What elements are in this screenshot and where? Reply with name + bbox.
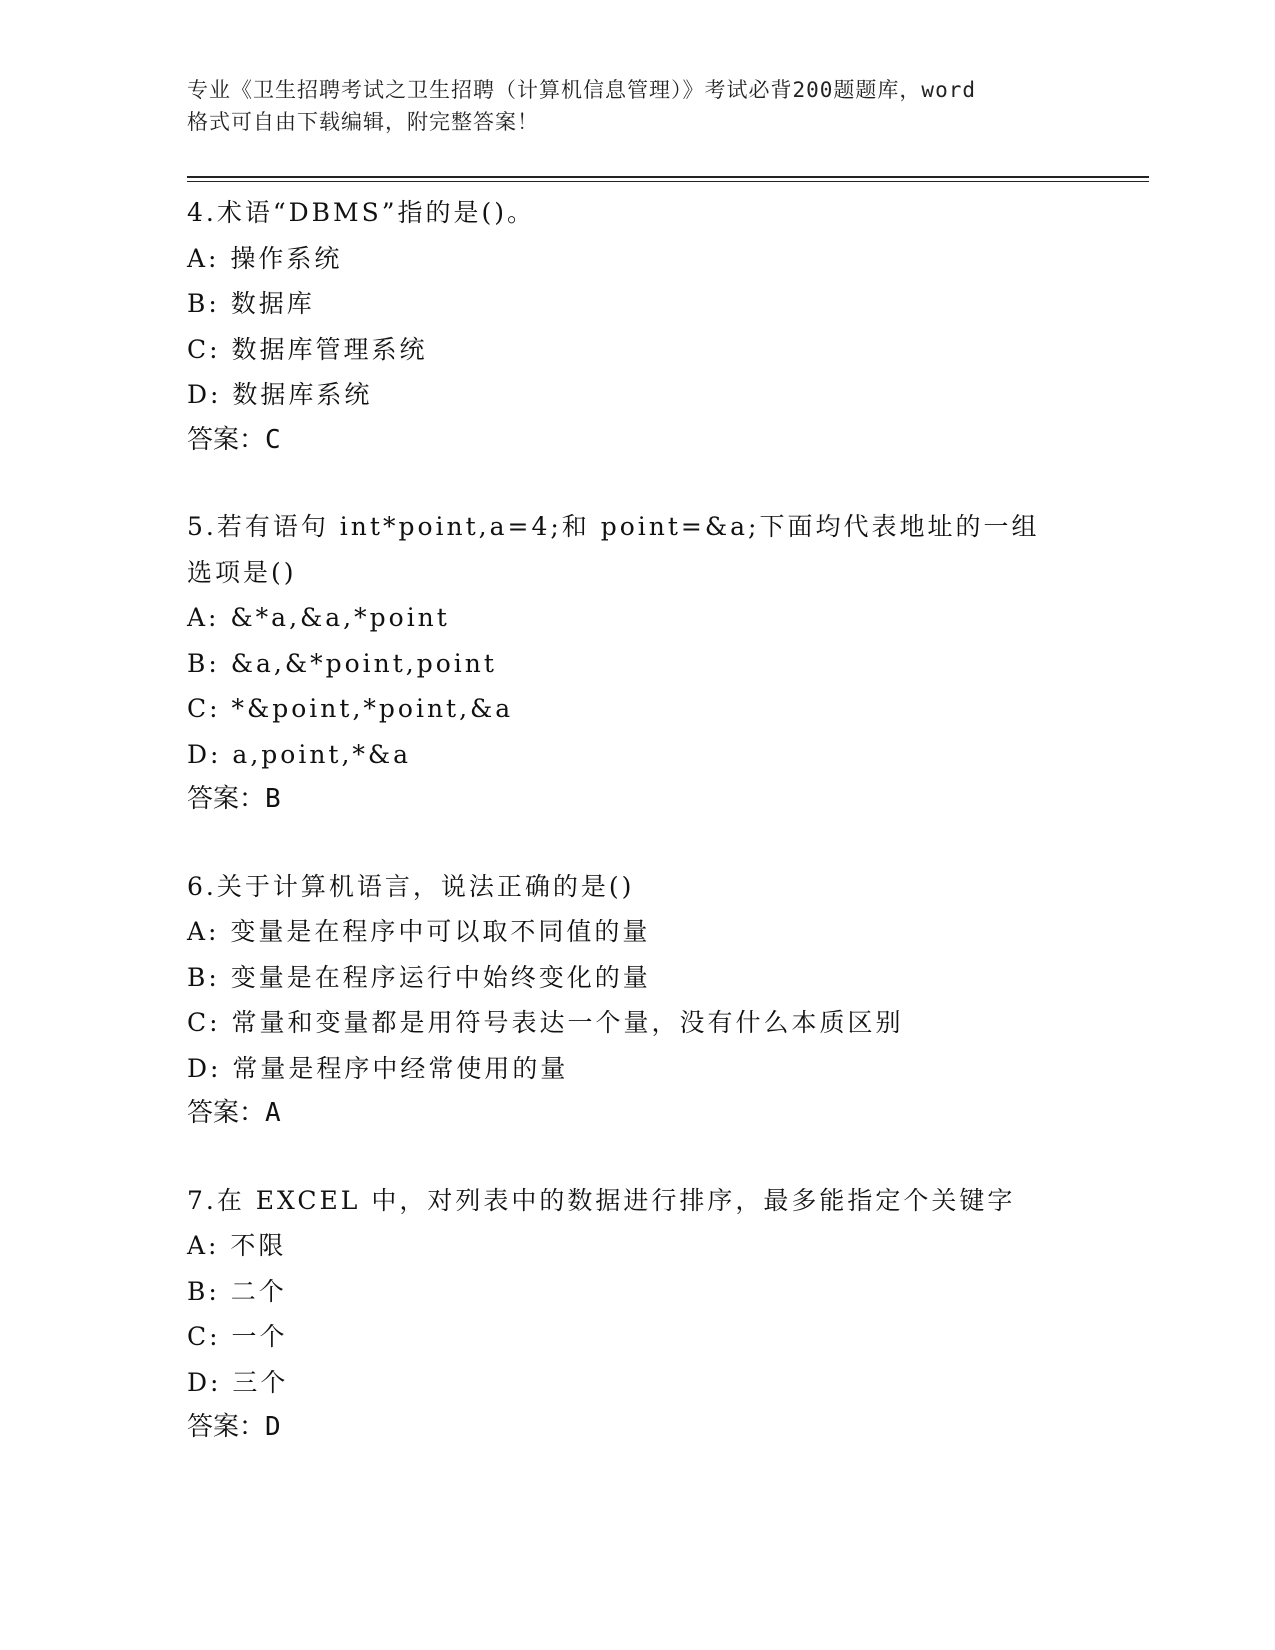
question-text: 5.若有语句 int*point,a=4;和 point=&a;下面均代表地址的一组选项是() <box>187 512 1040 587</box>
question-text: 4.术语“DBMS”指的是()。 <box>187 198 536 227</box>
header-divider-thick <box>187 176 1149 178</box>
answer: 答案：B <box>187 784 281 814</box>
option-c: C: 一个 <box>187 1322 288 1351</box>
option-a: A: 操作系统 <box>187 243 343 273</box>
header-line-2: 格式可自由下载编辑，附完整答案！ <box>187 110 539 134</box>
answer: 答案：C <box>187 424 281 455</box>
option-b: B: &a,&*point,point <box>187 648 497 678</box>
option-c: C: *&point,*point,&a <box>187 694 514 723</box>
answer: 答案：A <box>187 1098 281 1128</box>
question-list <box>187 190 1147 1492</box>
question-7 <box>187 1178 1147 1451</box>
option-d: D: a,point,*&a <box>187 739 412 769</box>
question-6 <box>187 864 1147 1137</box>
question-4 <box>187 190 1147 463</box>
option-b: B: 数据库 <box>187 289 315 318</box>
question-text: 6.关于计算机语言，说法正确的是() <box>187 871 635 901</box>
question-text: 7.在 EXCEL 中，对列表中的数据进行排序，最多能指定个关键字 <box>187 1185 1016 1215</box>
question-5 <box>187 504 1147 823</box>
option-b: B: 变量是在程序运行中始终变化的量 <box>187 962 651 992</box>
answer: 答案：D <box>187 1412 281 1442</box>
header-line-1: 专业《卫生招聘考试之卫生招聘（计算机信息管理）》考试必背200题题库，word <box>187 78 976 102</box>
option-a: A: 变量是在程序中可以取不同值的量 <box>187 917 651 946</box>
option-d: D: 数据库系统 <box>187 380 373 409</box>
option-a: A: 不限 <box>187 1231 287 1260</box>
option-c: C: 常量和变量都是用符号表达一个量，没有什么本质区别 <box>187 1008 904 1037</box>
header-divider-thin <box>187 181 1149 182</box>
document-header <box>187 74 1087 138</box>
option-b: B: 二个 <box>187 1276 287 1306</box>
option-c: C: 数据库管理系统 <box>187 334 428 364</box>
option-d: D: 三个 <box>187 1367 289 1397</box>
option-a: A: &*a,&a,*point <box>187 603 450 632</box>
option-d: D: 常量是程序中经常使用的量 <box>187 1053 569 1083</box>
